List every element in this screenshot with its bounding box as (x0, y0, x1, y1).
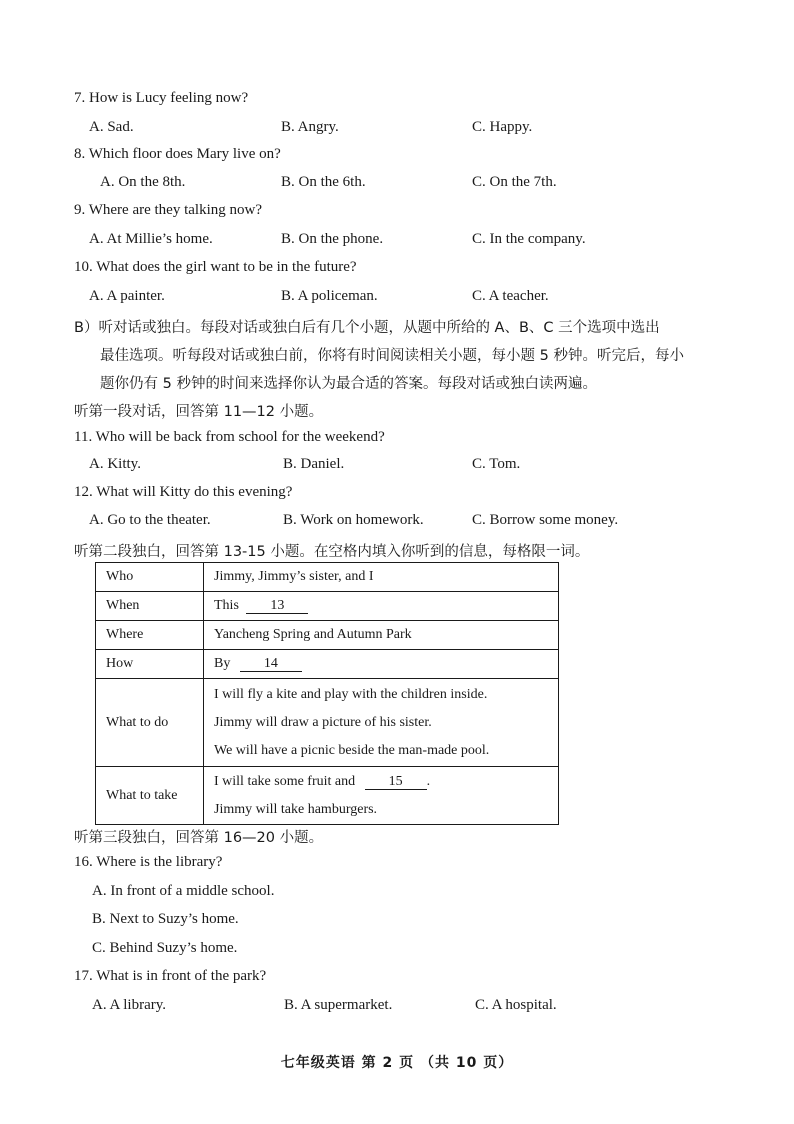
who-label: Who (96, 563, 204, 592)
how-label: How (96, 650, 204, 679)
blank-13: 13 (246, 598, 308, 614)
option-10c: C. A teacher. (472, 288, 549, 304)
option-9b: B. On the phone. (281, 231, 384, 247)
option-11a: A. Kitty. (89, 456, 141, 472)
how-prefix: By (214, 655, 231, 671)
what-to-take-line-2: Jimmy will take hamburgers. (214, 801, 378, 817)
question-9: 9. Where are they talking now? (74, 202, 262, 218)
what-to-do-cell (204, 679, 559, 767)
option-12b: B. Work on homework. (283, 512, 424, 528)
monologue-2-instruction: 听第二段独白，回答第 13-15 小题。在空格内填入你听到的信息，每格限一词。 (74, 544, 590, 560)
table-row-when (96, 592, 559, 621)
option-17b: B. A supermarket. (284, 997, 393, 1013)
question-11: 11. Who will be back from school for the weekend? (74, 429, 385, 445)
question-12: 12. What will Kitty do this evening? (74, 484, 293, 500)
option-10b: B. A policeman. (281, 288, 378, 304)
monologue-3-instruction: 听第三段独白，回答第 16—20 小题。 (74, 830, 324, 846)
option-11c: C. Tom. (472, 456, 521, 472)
what-to-do-label: What to do (96, 679, 204, 767)
option-7a: A. Sad. (89, 119, 134, 135)
option-8a: A. On the 8th. (100, 174, 186, 190)
where-value: Yancheng Spring and Autumn Park (204, 621, 559, 650)
option-10a: A. A painter. (89, 288, 165, 304)
option-9a: A. At Millie’s home. (89, 231, 213, 247)
option-11b: B. Daniel. (283, 456, 345, 472)
dialogue-1-instruction: 听第一段对话，回答第 11—12 小题。 (74, 404, 324, 420)
question-8: 8. Which floor does Mary live on? (74, 146, 281, 162)
table-row-what-to-do (96, 679, 559, 767)
option-16a: A. In front of a middle school. (92, 883, 275, 899)
question-16: 16. Where is the library? (74, 854, 223, 870)
option-17a: A. A library. (92, 997, 167, 1013)
option-7b: B. Angry. (281, 119, 339, 135)
blank-14: 14 (240, 656, 302, 672)
option-12a: A. Go to the theater. (89, 512, 211, 528)
when-label: When (96, 592, 204, 621)
what-to-do-line-1: I will fly a kite and play with the children inside. (214, 686, 488, 702)
option-7c: C. Happy. (472, 119, 533, 135)
option-16c: C. Behind Suzy’s home. (92, 940, 238, 956)
section-b-instruction-line2: 最佳选项。听每段对话或独白前，你将有时间阅读相关小题，每小题 5 秒钟。听完后，每小 (100, 348, 684, 364)
option-16b: B. Next to Suzy’s home. (92, 911, 239, 927)
what-to-take-line-1 (214, 768, 558, 796)
table-row-where (96, 621, 559, 650)
how-cell (204, 650, 559, 679)
take-prefix: I will take some fruit and (214, 773, 356, 789)
what-to-take-cell (204, 767, 559, 825)
section-b-instruction-line3: 题你仍有 5 秒钟的时间来选择你认为最合适的答案。每段对话或独白读两遍。 (100, 376, 597, 392)
option-9c: C. In the company. (472, 231, 586, 247)
when-cell (204, 592, 559, 621)
what-to-do-line-2: Jimmy will draw a picture of his sister. (214, 714, 432, 730)
take-suffix: . (426, 773, 431, 789)
table-row-what-to-take (96, 767, 559, 825)
option-8c: C. On the 7th. (472, 174, 557, 190)
option-8b: B. On the 6th. (281, 174, 366, 190)
question-17: 17. What is in front of the park? (74, 968, 267, 984)
option-17c: C. A hospital. (475, 997, 557, 1013)
question-7: 7. How is Lucy feeling now? (74, 90, 249, 106)
table-row-how (96, 650, 559, 679)
info-table (95, 562, 559, 825)
blank-15: 15 (365, 774, 427, 790)
when-prefix: This (214, 597, 239, 613)
page-footer: 七年级英语 第 2 页 （共 10 页） (280, 1055, 514, 1071)
option-12c: C. Borrow some money. (472, 512, 619, 528)
where-label: Where (96, 621, 204, 650)
what-to-take-label: What to take (96, 767, 204, 825)
question-10: 10. What does the girl want to be in the future? (74, 259, 357, 275)
what-to-do-line-3: We will have a picnic beside the man-made pool. (214, 742, 490, 758)
who-value: Jimmy, Jimmy’s sister, and I (204, 563, 559, 592)
section-b-instruction-line1: B）听对话或独白。每段对话或独白后有几个小题，从题中所给的 A、B、C 三个选项中选出 (74, 320, 660, 336)
table-row-who (96, 563, 559, 592)
